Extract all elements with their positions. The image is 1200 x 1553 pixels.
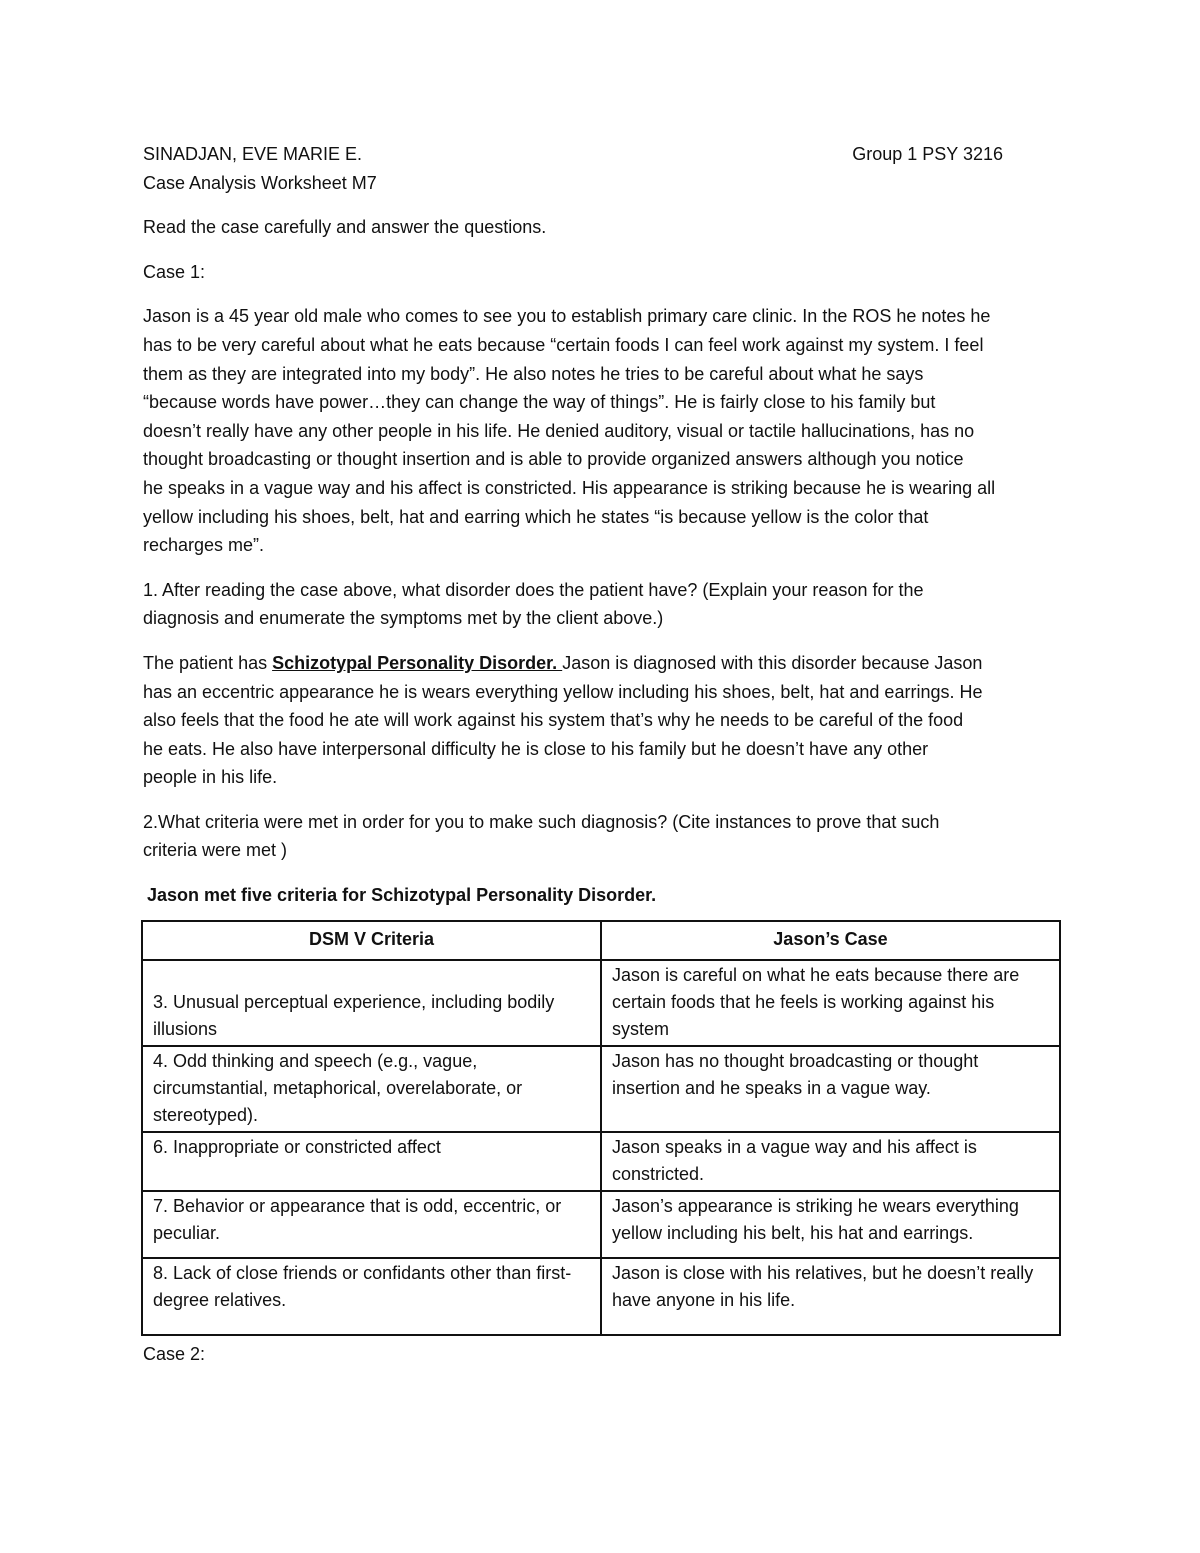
- table-row: [142, 1132, 1060, 1191]
- question-1: [143, 576, 1063, 633]
- answer-prefix: The patient has: [143, 652, 273, 673]
- table-row: [142, 1191, 1060, 1258]
- criteria-cell: 7. Behavior or appearance that is odd, eccentric, or peculiar.: [142, 1191, 601, 1258]
- narrative-line: them as they are integrated into my body”. He also notes he tries to be careful about what he says: [143, 363, 924, 384]
- question-2: [143, 808, 1063, 865]
- criteria-cell: 6. Inappropriate or constricted affect: [142, 1132, 601, 1191]
- instructions: Read the case carefully and answer the questions.: [143, 217, 547, 238]
- question-line: diagnosis and enumerate the symptoms met by the client above.): [143, 608, 664, 629]
- student-name: SINADJAN, EVE MARIE E.: [143, 144, 363, 164]
- case1-label: Case 1:: [143, 261, 206, 282]
- case-cell: Jason is careful on what he eats because there are certain foods that he feels is working against his system: [601, 960, 1060, 1046]
- answer-line: [143, 649, 1063, 678]
- narrative-line: “because words have power…they can change the way of things”. He is fairly close to his family but: [143, 392, 936, 413]
- column-header-criteria: DSM V Criteria: [142, 921, 601, 960]
- case-cell: Jason is close with his relatives, but he doesn’t really have anyone in his life.: [601, 1258, 1060, 1335]
- narrative-line: yellow including his shoes, belt, hat and earring which he states “is because yellow is the color that: [143, 506, 929, 527]
- case1-narrative: [143, 302, 1063, 559]
- table-header-row: [142, 921, 1060, 960]
- criteria-cell: 4. Odd thinking and speech (e.g., vague, circumstantial, metaphorical, overelaborate, or stereotyped).: [142, 1046, 601, 1132]
- question-line: 2.What criteria were met in order for you to make such diagnosis? (Cite instances to prove that such: [143, 811, 940, 832]
- case-cell: Jason has no thought broadcasting or thought insertion and he speaks in a vague way.: [601, 1046, 1060, 1132]
- case-cell: Jason’s appearance is striking he wears everything yellow including his belt, his hat and earrings.: [601, 1191, 1060, 1258]
- column-header-case: Jason’s Case: [601, 921, 1060, 960]
- answer-2-heading: Jason met five criteria for Schizotypal Personality Disorder.: [147, 885, 657, 906]
- diagnosis-text: Schizotypal Personality Disorder.: [272, 652, 563, 673]
- answer-1: [143, 649, 1063, 792]
- criteria-table: [141, 920, 1061, 1336]
- table-row: [142, 1046, 1060, 1132]
- table-row: [142, 960, 1060, 1046]
- narrative-line: Jason is a 45 year old male who comes to see you to establish primary care clinic. In the ROS he notes he: [143, 306, 991, 327]
- answer-line: people in his life.: [143, 767, 278, 788]
- narrative-line: has to be very careful about what he eats because “certain foods I can feel work against my system. I feel: [143, 334, 984, 355]
- question-line: 1. After reading the case above, what disorder does the patient have? (Explain your reason for the: [143, 579, 924, 600]
- worksheet-title: Case Analysis Worksheet M7: [143, 172, 377, 193]
- table-row: [142, 1258, 1060, 1335]
- narrative-line: thought broadcasting or thought insertion and is able to provide organized answers although you notice: [143, 449, 964, 470]
- criteria-cell: 3. Unusual perceptual experience, including bodily illusions: [142, 960, 601, 1046]
- answer-line: he eats. He also have interpersonal difficulty he is close to his family but he doesn’t have any other: [143, 738, 929, 759]
- narrative-line: he speaks in a vague way and his affect is constricted. His appearance is striking because he is wearing all: [143, 477, 996, 498]
- answer-line: has an eccentric appearance he is wears everything yellow including his shoes, belt, hat and earrings. He: [143, 681, 983, 702]
- answer-line: also feels that the food he ate will work against his system that’s why he needs to be careful of the food: [143, 710, 964, 731]
- document-header: [143, 140, 1003, 169]
- criteria-cell: 8. Lack of close friends or confidants other than first-degree relatives.: [142, 1258, 601, 1335]
- case-cell: Jason speaks in a vague way and his affect is constricted.: [601, 1132, 1060, 1191]
- course-group: Group 1 PSY 3216: [852, 144, 1003, 164]
- question-line: criteria were met ): [143, 840, 288, 861]
- answer-line1-rest: Jason is diagnosed with this disorder because Jason: [562, 652, 983, 673]
- narrative-line: recharges me”.: [143, 535, 265, 556]
- document-page: [143, 140, 1063, 1368]
- narrative-line: doesn’t really have any other people in his life. He denied auditory, visual or tactile hallucinations, has no: [143, 420, 975, 441]
- case2-label: Case 2:: [143, 1343, 206, 1364]
